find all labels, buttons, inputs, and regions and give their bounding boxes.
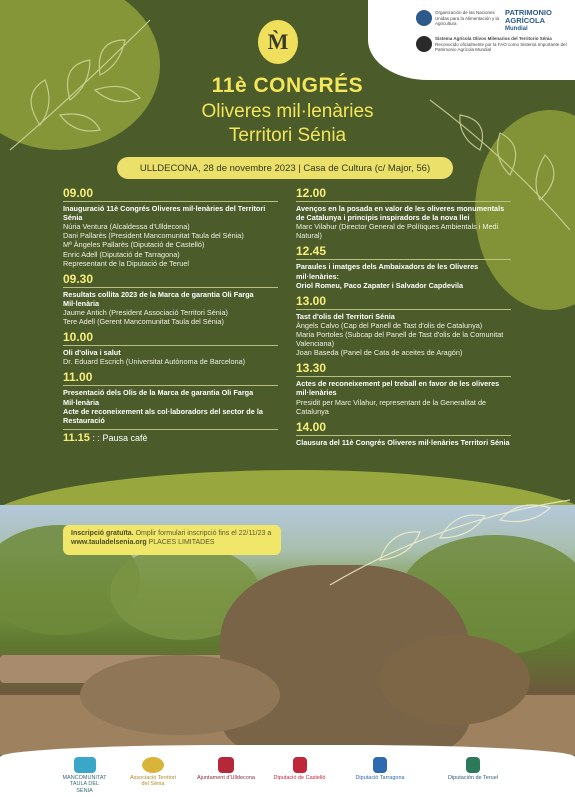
sponsor-name: Diputación de Teruel — [447, 775, 499, 781]
associacio-logo-icon — [142, 757, 164, 773]
registration-limit: PLACES LIMITADES — [146, 539, 215, 547]
fao-block — [416, 10, 510, 27]
olive-root — [80, 655, 280, 735]
session-title-secondary: Acte de reconeixement als col·laboradors del sector de la Restauració — [63, 406, 263, 425]
session-time: 09.30 — [63, 272, 278, 288]
session-title: Presentació dels Olis de la Marca de garantia Oli Farga Mil·lenària — [63, 388, 254, 407]
sponsor-name: Ajuntament d'Ulldecona — [197, 775, 255, 781]
fao-emblem-icon — [416, 10, 432, 26]
giahs-line1: PATRIMONIO — [505, 8, 552, 17]
congress-logo — [258, 20, 298, 64]
sponsor-name: Diputació Tarragona — [355, 775, 405, 781]
teruel-logo-icon — [466, 757, 480, 773]
session-0900 — [63, 186, 278, 268]
coffee-break — [63, 429, 278, 444]
speaker-line: Dani Pallarès (President Mancomunitat Taula del Sénia) — [63, 231, 244, 241]
sipam-description: Reconocido oficialmente por la FAO como Sistema Importante del Patrimonio Agrícola Mundial — [435, 41, 567, 53]
session-time: 12.00 — [296, 186, 511, 202]
sipam-block — [416, 36, 570, 53]
pause-separator: : : — [89, 432, 103, 443]
sponsor-name: Associació Territori del Sénia — [129, 775, 177, 788]
session-time: 13.00 — [296, 294, 511, 310]
ulldecona-shield-icon — [218, 757, 234, 773]
session-title: Clausura del 11è Congrés Oliveres mil·lenàries Territori Sénia — [296, 437, 510, 447]
date-location-bar: ULLDECONA, 28 de novembre 2023 | Casa de Cultura (c/ Major, 56) — [117, 157, 453, 179]
congress-title: 11è CONGRÉS — [211, 74, 364, 97]
session-time: 13.30 — [296, 361, 511, 377]
speaker-line: Enric Adell (Diputació de Tarragona) — [63, 249, 180, 259]
session-title: Avenços en la posada en valor de les oliveres monumentals de Catalunya i principis inspiradors de la nova llei — [296, 204, 505, 223]
sponsor-mancomunitat — [62, 757, 107, 794]
sponsor-ulldecona — [196, 757, 256, 781]
logo-letter: M̀ — [267, 29, 289, 54]
program-right-column — [296, 186, 511, 451]
session-1400 — [296, 420, 511, 447]
speaker-line: Maria Portoles (Subcap del Panell de Tast d'olis de la Comunitat Valenciana) — [296, 329, 504, 349]
congress-subtitle-2: Territori Sénia — [228, 125, 347, 146]
congress-subtitle-1: Oliveres mil·lenàries — [201, 101, 374, 122]
sipam-text — [435, 36, 570, 53]
speaker-line: Tere Adell (Gerent Mancomunitat Taula del Sénia) — [63, 317, 224, 327]
giahs-logo — [505, 9, 552, 32]
program-left-column — [63, 186, 278, 444]
speaker-line: Marc Vilahur (Director General de Polítiques Ambientals i Medi Natural) — [296, 222, 499, 241]
session-title: Actes de reconeixement pel treball en favor de les oliveres mil·lenàries — [296, 379, 500, 398]
pause-time: 11.15 — [63, 431, 90, 444]
sipam-title: Sistema Agrícola Olivos Milenarios del Territorio Sénia — [435, 36, 552, 41]
session-title-secondary: Oriol Romeu, Paco Zapater i Salvador Capdevila — [296, 280, 464, 290]
sponsor-teruel — [438, 757, 508, 781]
speaker-line: Mª Àngeles Pallarès (Diputació de Castelló) — [63, 240, 205, 250]
speaker-line: Àngels Calvo (Cap del Panell de Tast d'olis de Catalunya) — [296, 320, 483, 330]
speaker-line: Presidit per Marc Vilahur, representant de la Generalitat de Catalunya — [296, 397, 487, 416]
session-1100 — [63, 370, 278, 424]
registration-bold: Inscripció gratuïta. — [71, 530, 134, 537]
giahs-line2: AGRÍCOLA — [505, 16, 545, 26]
session-title: Paraules i imatges dels Ambaixadors de les Oliveres mil·lenàries: — [296, 262, 479, 281]
session-1245 — [296, 244, 511, 289]
session-time: 12.45 — [296, 244, 511, 260]
olive-root — [380, 635, 530, 725]
speaker-line: Jaume Antich (President Associació Territori Sénia) — [63, 307, 228, 317]
session-1300 — [296, 294, 511, 358]
sipam-logo-icon — [416, 36, 432, 52]
speaker-line: Representant de la Diputació de Teruel — [63, 258, 190, 268]
registration-link[interactable]: www.tauladelsenia.org — [71, 539, 147, 547]
session-title: Tast d'olis del Territori Sénia — [296, 311, 395, 321]
session-time: 09.00 — [63, 186, 278, 202]
speaker-line: Joan Baseda (Panel de Cata de aceites de Aragón) — [296, 348, 463, 358]
registration-notice — [63, 525, 281, 555]
registration-text: Omplir formulari inscripció fins el 22/11/23 a — [133, 530, 272, 537]
session-time: 10.00 — [63, 330, 278, 346]
sponsor-name: Diputació de Castelló — [273, 775, 326, 781]
tarragona-logo-icon — [373, 757, 387, 773]
session-title: Resultats collita 2023 de la Marca de garantia Oli Farga Mil·lenària — [63, 289, 254, 308]
pause-label: Pausa cafè — [102, 432, 148, 443]
fao-text: Organización de las Naciones Unidas para la Alimentación y la Agricultura — [435, 10, 500, 27]
sponsor-castello — [272, 757, 327, 781]
speaker-line: Núria Ventura (Alcaldessa d'Ulldecona) — [63, 222, 190, 232]
session-0930 — [63, 272, 278, 326]
session-time: 14.00 — [296, 420, 511, 436]
session-1000 — [63, 330, 278, 366]
mancomunitat-logo-icon — [74, 757, 96, 773]
sponsor-tarragona — [345, 757, 415, 781]
giahs-line3: Mundial — [505, 25, 528, 32]
olive-branch-illustration-bottom — [320, 490, 575, 600]
sponsor-name: MANCOMUNITAT TAULA DEL SÉNIA — [62, 775, 107, 794]
session-time: 11.00 — [63, 370, 278, 386]
castello-logo-icon — [293, 757, 307, 773]
session-1330 — [296, 361, 511, 415]
speaker-line: Dr. Eduard Escrich (Universitat Autònoma de Barcelona) — [63, 357, 246, 367]
session-title: Inauguració 11è Congrés Oliveres mil·lenàries del Territori Sénia — [63, 204, 266, 223]
session-1200 — [296, 186, 511, 240]
sponsor-associacio — [128, 757, 178, 788]
session-title: Oli d'oliva i salut — [63, 348, 121, 358]
